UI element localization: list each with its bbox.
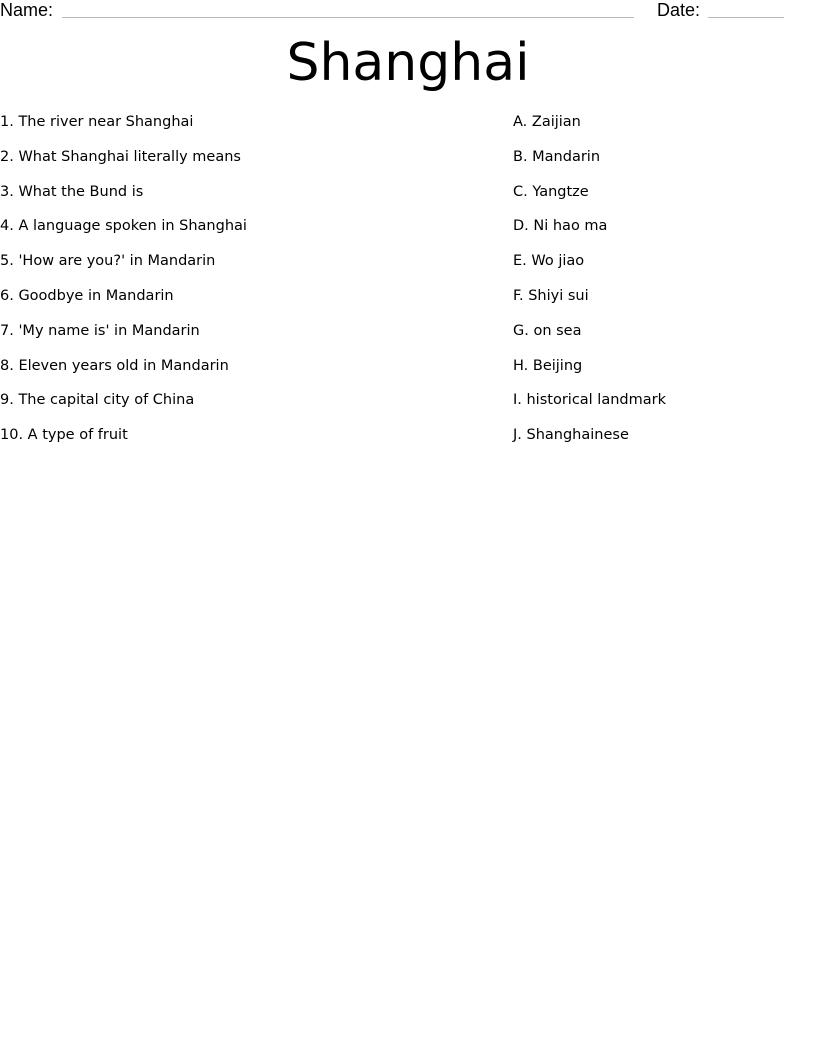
clue-item: 7. 'My name is' in Mandarin [0,322,200,339]
clue-item: 2. What Shanghai literally means [0,148,241,165]
clue-item: 4. A language spoken in Shanghai [0,218,247,235]
clue-item: 9. The capital city of China [0,392,195,409]
answer-item: H. Beijing [513,357,583,374]
clue-item: 8. Eleven years old in Mandarin [0,357,229,374]
date-blank-line[interactable] [708,17,784,18]
clue-list [0,112,490,460]
clue-item: 1. The river near Shanghai [0,114,194,130]
answer-item: B. Mandarin [513,148,601,165]
name-label: Name: [0,0,54,20]
clue-item: 5. 'How are you?' in Mandarin [0,253,216,270]
answer-item: I. historical landmark [513,392,666,409]
answer-item: D. Ni hao ma [513,218,608,235]
answer-list [513,112,813,460]
name-blank-line[interactable] [62,17,634,18]
date-label: Date: [657,0,701,20]
clue-item: 3. What the Bund is [0,183,144,200]
clue-item: 6. Goodbye in Mandarin [0,287,174,304]
answer-item: J. Shanghainese [513,427,629,444]
clue-item: 10. A type of fruit [0,427,128,444]
worksheet-header [0,0,816,24]
answer-item: G. on sea [513,322,582,339]
answer-item: A. Zaijian [513,114,581,130]
page-title: Shanghai [286,33,530,93]
answer-item: C. Yangtze [513,183,589,200]
answer-item: F. Shiyi sui [513,287,589,304]
answer-item: E. Wo jiao [513,253,585,270]
